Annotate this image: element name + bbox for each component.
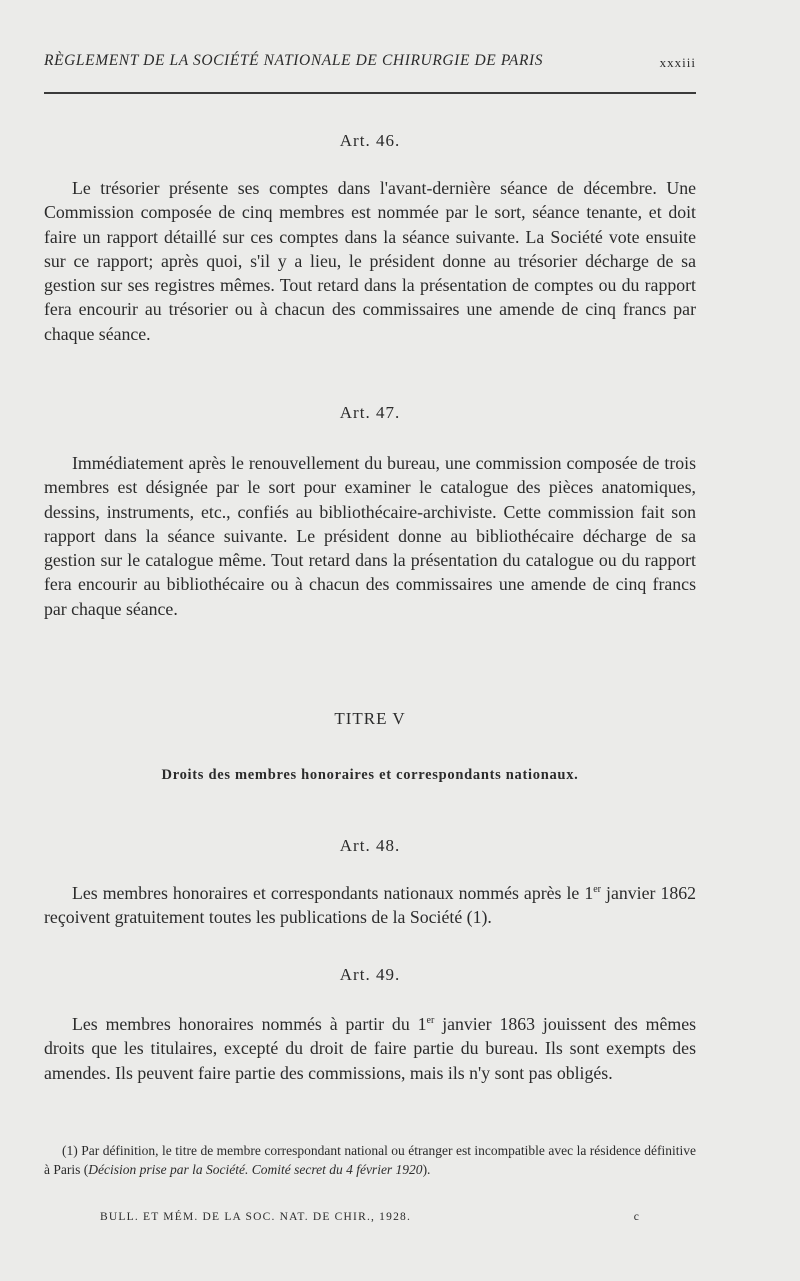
running-title: RÈGLEMENT DE LA SOCIÉTÉ NATIONALE DE CHIRURGIE DE PARIS [44,52,544,69]
titre-subtitle: Droits des membres honoraires et correspondants nationaux. [161,767,579,783]
article-47-heading: Art. 47. [339,403,401,422]
article-47-text: Immédiatement après le renouvellement du bureau, une commission composée de trois membres est désignée par le sort pour examiner le catalogue des pièces anatomiques, dessins, instruments, etc., confiés au bibliothécaire-archiviste. Cette commission fait son rapport dans la séance suivante. Le président donne au bibliothécaire décharge de sa gestion sur le catalogue même. Tout retard dans la présentation du catalogue ou du rapport fera encourir au bibliothécaire ou à chacun des commissaires une amende de cinq francs par chaque séance. [44,453,696,619]
page-number: xxxiii [659,55,696,70]
header-rule [44,92,696,94]
signature-line [100,1211,640,1223]
article-48-text: Les membres honoraires et correspondants nationaux nommés après le 1er janvier 1862 reçoivent gratuitement toutes les publications de la Société (1). [44,883,696,928]
article-46-heading: Art. 46. [339,131,401,150]
article-49-heading: Art. 49. [339,965,401,984]
footnote: (1) Par définition, le titre de membre correspondant national ou étranger est incompatible avec la résidence définitive à Paris (Décision prise par la Société. Comité secret du 4 février 1920). [44,1143,696,1177]
article-46-text: Le trésorier présente ses comptes dans l'avant-dernière séance de décembre. Une Commission composée de cinq membres est nommée par le sort, séance tenante, et doit faire un rapport détaillé sur ces comptes dans la séance suivante. La Société vote ensuite sur ce rapport; après quoi, s'il y a lieu, le président donne au trésorier décharge de sa gestion sur ses registres mêmes. Tout retard dans la présentation de comptes ou du rapport fera encourir au trésorier ou à chacun des commissaires une amende de cinq francs par chaque séance. [44,178,696,344]
signature-letter: c [633,1211,640,1223]
titre-heading: TITRE V [334,709,406,728]
running-header [44,52,696,71]
signature-text: BULL. ET MÉM. DE LA SOC. NAT. DE CHIR., 1928. [100,1211,412,1223]
article-48-heading: Art. 48. [339,836,401,855]
article-49-text: Les membres honoraires nommés à partir du 1er janvier 1863 jouissent des mêmes droits que les titulaires, excepté du droit de faire partie du bureau. Ils sont exempts des amendes. Ils peuvent faire partie des commissions, mais ils n'y sont pas obligés. [44,1014,697,1083]
